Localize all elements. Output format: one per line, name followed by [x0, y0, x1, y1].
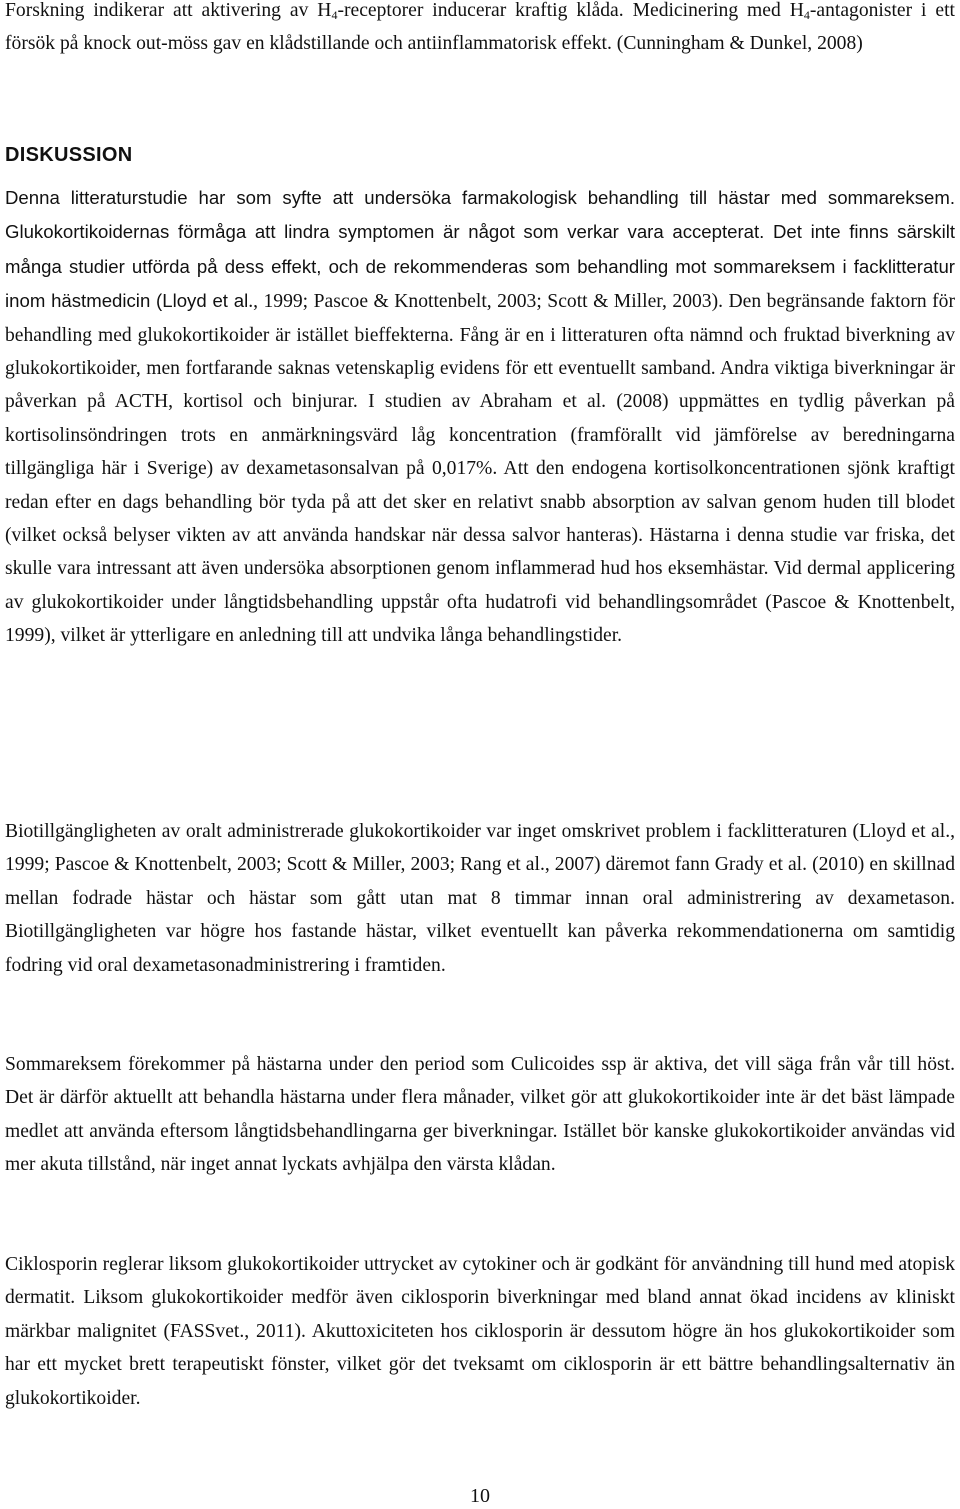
intro-paragraph [5, 0, 955, 61]
intro-subscript-2: 4 [803, 8, 810, 22]
intro-text-part3: -antagonister i ett försök på knock out-möss gav en klådstillande och antiinflammatorisk effekt. (Cunningham & Dunkel, 2008) [5, 0, 956, 55]
discussion-paragraph-4: Ciklosporin reglerar liksom glukokortikoider uttrycket av cytokiner och är godkänt för användning till hund med atopisk dermatit. Liksom glukokortikoider medför även ciklosporin biverkningar med bland annat ökad incidens av kliniskt märkbar malignitet (FASSvet., 2011). Akuttoxiciteten hos ciklosporin är dessutom högre än hos glukokortikoider som har ett mycket brett terapeutiskt fönster, vilket gör det tveksamt om ciklosporin är ett bättre behandlingsalternativ än glukokortikoider. [5, 1254, 955, 1409]
discussion-paragraph-1-sans-part: Denna litteraturstudie har som syfte att undersöka farmakologisk behandling till hästar med sommareksem. Glukokortikoidernas förmåga att lindra symptomen är något som verkar vara accepterat. Det inte finns särskilt många studier utförda på dess effekt, och de rekommenderas som behandling mot sommareksem i facklitteratur inom hästmedicin (Lloyd et al [5, 187, 955, 312]
page-number: 10 [470, 1485, 490, 1507]
discussion-paragraph-3: Sommareksem förekommer på hästarna under den period som Culicoides ssp är aktiva, det vill säga från vår till höst. Det är därför aktuellt att behandla hästarna under flera månader, vilket gör att glukokortikoider inte är det bäst lämpade medlet att använda eftersom långtidsbehandlingarna ger biverkningar. Istället bör kanske glukokortikoider användas vid mer akuta tillstånd, när inget annat lyckats avhjälpa den värsta klådan. [5, 1054, 955, 1176]
intro-text-part2: -receptorer inducerar kraftig klåda. Medicinering med H [337, 0, 804, 21]
discussion-paragraph-1-serif-part: ., 1999; Pascoe & Knottenbelt, 2003; Scott & Miller, 2003). Den begränsande faktorn för behandling med glukokortikoider är istället bieffekterna. Fång är en i litteraturen ofta nämnd och fruktad biverkning av glukokortikoider, men fortfarande saknas vetenskaplig evidens för ett eventuellt samband. Andra viktiga biverkningar är påverkan på ACTH, kortisol och binjurar. I studien av Abraham et al. (2008) uppmättes en tydlig påverkan på kortisolinsöndringen trots en anmärkningsvärd låg koncentration (framförallt vid jämförelse av beredningarna tillgängliga här i Sverige) av dexametasonsalvan på 0,017%. Att den endogena kortisolkoncentrationen sjönk kraftigt redan efter en dags behandling bör tyda på att det sker en relativt snabb absorption av salvan genom huden till blodet (vilket också belyser vikten av att använda handskar när dessa salvor hanteras). Hästarna i denna studie var friska, det skulle vara intressant att även undersöka absorptionen genom inflammerad hud hos eksemhästar. Vid dermal applicering av glukokortikoider under långtidsbehandling uppstår ofta hudatrofi vid behandlingsområdet (Pascoe & Knottenbelt, 1999), vilket är ytterligare en anledning till att undvika långa behandlingstider. [5, 291, 955, 647]
discussion-paragraph-1 [5, 181, 955, 653]
intro-subscript-1: 4 [331, 8, 338, 22]
intro-text-part1: Forskning indikerar att aktivering av H [5, 0, 332, 21]
discussion-paragraph-2: Biotillgängligheten av oralt administrerade glukokortikoider var inget omskrivet problem i facklitteraturen (Lloyd et al., 1999; Pascoe & Knottenbelt, 2003; Scott & Miller, 2003; Rang et al., 2007) däremot fann Grady et al. (2010) en skillnad mellan fodrade hästar och hästar som gått utan mat 8 timmar innan oral administrering av dexametason. Biotillgängligheten var högre hos fastande hästar, vilket eventuellt kan påverka rekommendationerna om samtidig fodring vid oral dexametasonadministrering i framtiden. [5, 821, 955, 976]
section-heading-diskussion: DISKUSSION [5, 144, 133, 166]
